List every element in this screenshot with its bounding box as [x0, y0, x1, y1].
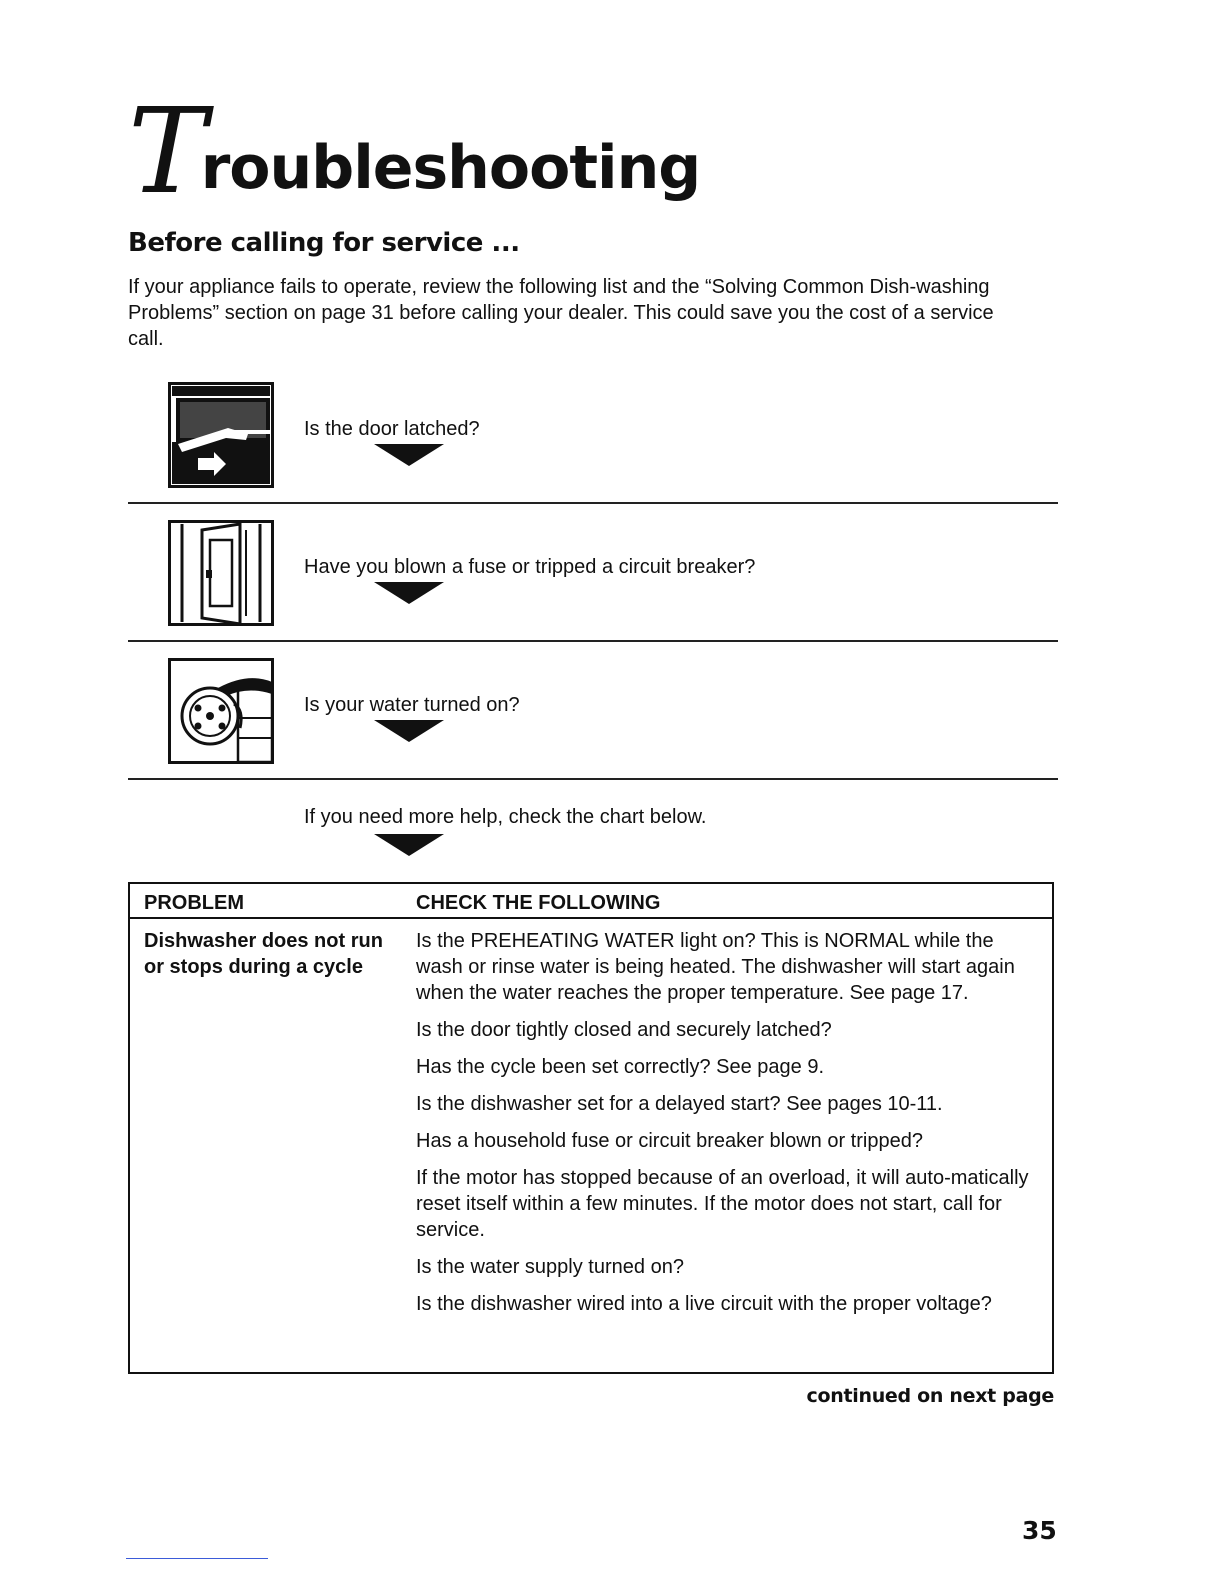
down-arrow-icon	[374, 720, 444, 742]
circuit-breaker-icon	[168, 520, 274, 626]
page-title	[128, 80, 701, 220]
check-item: Has the cycle been set correctly? See page 9.	[416, 1056, 825, 1078]
water-valve-icon	[168, 658, 274, 764]
check-item: Is the water supply turned on?	[416, 1256, 684, 1278]
door-latch-icon	[168, 382, 274, 488]
check-item: Is the PREHEATING WATER light on? This is NORMAL while the wash or rinse water is being heated. The dishwasher will start again when the water reaches the proper temperature. See page 17.	[416, 930, 1015, 1004]
down-arrow-icon	[374, 444, 444, 466]
footer-line	[126, 1558, 268, 1559]
continued-note: continued on next page	[806, 1385, 1054, 1407]
down-arrow-icon	[374, 834, 444, 856]
troubleshooting-table	[128, 882, 1054, 1374]
intro-paragraph: If your appliance fails to operate, review the following list and the “Solving Common Dish-washing Problems” section on page 31 before calling your dealer. This could save you the cost of a service call.	[128, 276, 994, 350]
title-initial: T	[128, 82, 207, 220]
step-question: Is your water turned on?	[304, 694, 520, 716]
down-arrow-icon	[374, 582, 444, 604]
check-step-door	[128, 382, 1058, 510]
table-header	[130, 884, 1052, 919]
check-item: Is the door tightly closed and securely latched?	[416, 1019, 832, 1041]
check-step-water	[128, 658, 1058, 786]
check-item: Has a household fuse or circuit breaker blown or tripped?	[416, 1130, 923, 1152]
title-rest: roubleshooting	[200, 133, 701, 203]
check-item: If the motor has stopped because of an overload, it will auto-matically reset itself within a few minutes. If the motor does not start, call for service.	[416, 1167, 1029, 1241]
divider	[128, 778, 1058, 780]
check-item: Is the dishwasher wired into a live circuit with the proper voltage?	[416, 1293, 992, 1315]
section-heading: Before calling for service ...	[128, 228, 520, 258]
divider	[128, 640, 1058, 642]
more-help-text: If you need more help, check the chart below.	[304, 806, 707, 828]
check-step-circuit	[128, 520, 1058, 648]
problem-cell: Dishwasher does not run or stops during a cycle	[144, 930, 383, 978]
step-question: Have you blown a fuse or tripped a circuit breaker?	[304, 556, 756, 578]
header-problem: PROBLEM	[144, 892, 244, 914]
check-item: Is the dishwasher set for a delayed start? See pages 10-11.	[416, 1093, 943, 1115]
header-check: CHECK THE FOLLOWING	[416, 892, 661, 914]
divider	[128, 502, 1058, 504]
page-number: 35	[1022, 1516, 1057, 1545]
step-question: Is the door latched?	[304, 418, 480, 440]
checks-list	[416, 928, 1041, 1328]
